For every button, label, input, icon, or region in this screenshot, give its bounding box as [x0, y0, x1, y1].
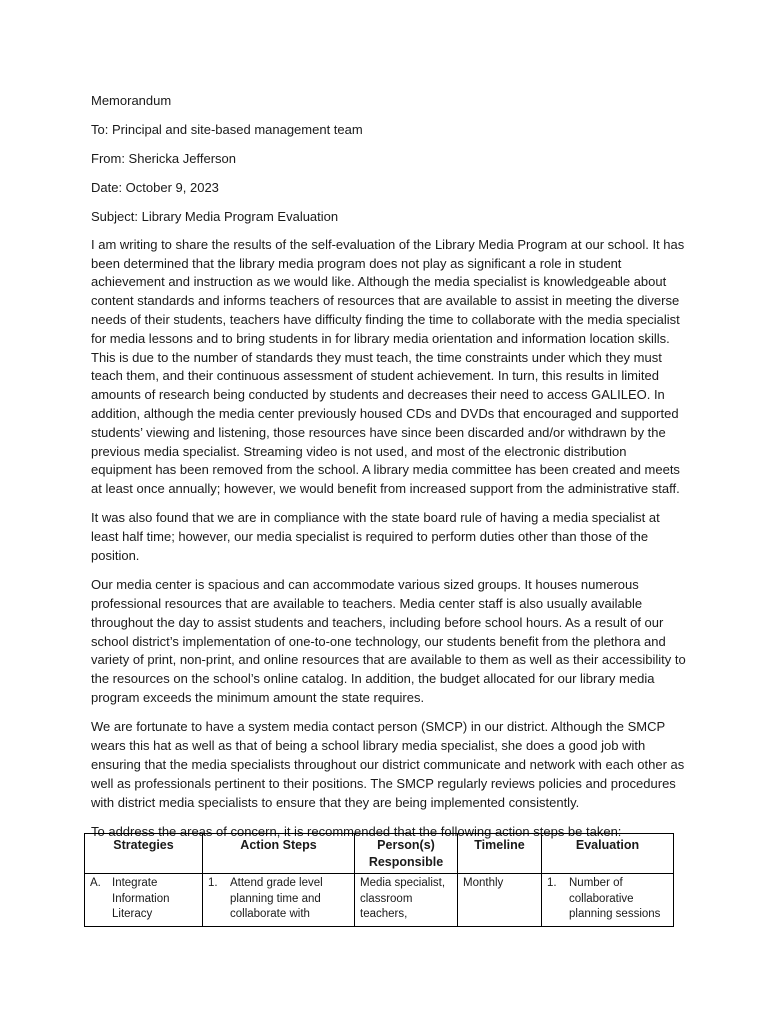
- memo-heading: Memorandum: [91, 93, 172, 108]
- paragraph-action-intro: To address the areas of concern, it is recommended that the following action steps be taken:: [91, 823, 622, 839]
- evaluation-cell: [542, 874, 674, 927]
- action-marker: 1.: [208, 877, 218, 889]
- header-strategies: Strategies: [85, 834, 203, 874]
- strategy-cell: [85, 874, 203, 927]
- header-evaluation: Evaluation: [542, 834, 674, 874]
- memo-body: [91, 92, 687, 852]
- paragraph-results: I am writing to share the results of the self-evaluation of the Library Media Program at our school. It has been determined that the library media program does not play as significant a role in student achievement and instruction as we would like. Although the media specialist is knowledgeable about content standards and informs teachers of resources that are available to assist in meeting the diverse needs of their students, teachers have difficulty finding the time to collaborate with the media specialist for media lessons and to bring students in for library media orientation and information location skills. This is due to the number of standards they must teach, the time constraints under which they must teach them, and their continuous assessment of student achievement. In turn, this results in limited amounts of research being conducted by students and decreases their need to access GALILEO. In addition, although the media center previously housed CDs and DVDs that encouraged and supported students’ viewing and listening, those resources have since been discarded and/or withdrawn by the previous media specialist. Streaming video is not used, and most of the electronic distribution equipment has been removed from the school. A library media committee has been created and meets at least once annually; however, we would benefit from increased support from the administrative staff.: [91, 236, 685, 497]
- persons-cell: Media specialist, classroom teachers,: [355, 874, 458, 927]
- strategy-marker: A.: [90, 877, 101, 889]
- action-plan-table: [84, 833, 674, 927]
- strategy-text: Integrate Information Literacy: [112, 877, 170, 920]
- header-timeline: Timeline: [458, 834, 542, 874]
- header-persons-responsible: Person(s) Responsible: [355, 834, 458, 874]
- paragraph-compliance: It was also found that we are in compliance with the state board rule of having a media specialist at least half time; however, our media specialist is required to perform duties other than those of the position.: [91, 510, 660, 563]
- memo-from: From: Shericka Jefferson: [91, 150, 236, 166]
- evaluation-marker: 1.: [547, 877, 557, 889]
- memo-subject: Subject: Library Media Program Evaluation: [91, 208, 339, 224]
- action-step-cell: [203, 874, 355, 927]
- paragraph-media-center: Our media center is spacious and can accommodate various sized groups. It houses numerous professional resources that are available to teachers. Media center staff is also usually available throughout the day to assist students and teachers, including before school hours. As a result of our school district’s implementation of one-to-one technology, our students benefit from the plethora and variety of print, non-print, and online resources that are available to them as well as their accessibility to the resources on the school’s online catalog. In addition, the budget allocated for our library media program exceeds the minimum amount the state requires.: [91, 577, 686, 706]
- paragraph-smcp: We are fortunate to have a system media contact person (SMCP) in our district. Although the SMCP wears this hat as well as that of being a school library media specialist, she does a good job with ensuring that the media specialists throughout our district communicate and network with each other as well as professionals pertinent to their positions. The SMCP regularly reviews policies and procedures with district media specialists to ensure that they are being implemented consistently.: [91, 719, 685, 810]
- timeline-cell: Monthly: [458, 874, 542, 927]
- memo-date: Date: October 9, 2023: [91, 179, 219, 195]
- memo-to: To: Principal and site-based management team: [91, 121, 363, 137]
- evaluation-text: Number of collaborative planning sessions: [569, 877, 661, 920]
- table-header-row: [85, 834, 674, 874]
- table-row: [85, 874, 674, 927]
- action-text: Attend grade level planning time and collaborate with: [230, 877, 323, 920]
- header-action-steps: Action Steps: [203, 834, 355, 874]
